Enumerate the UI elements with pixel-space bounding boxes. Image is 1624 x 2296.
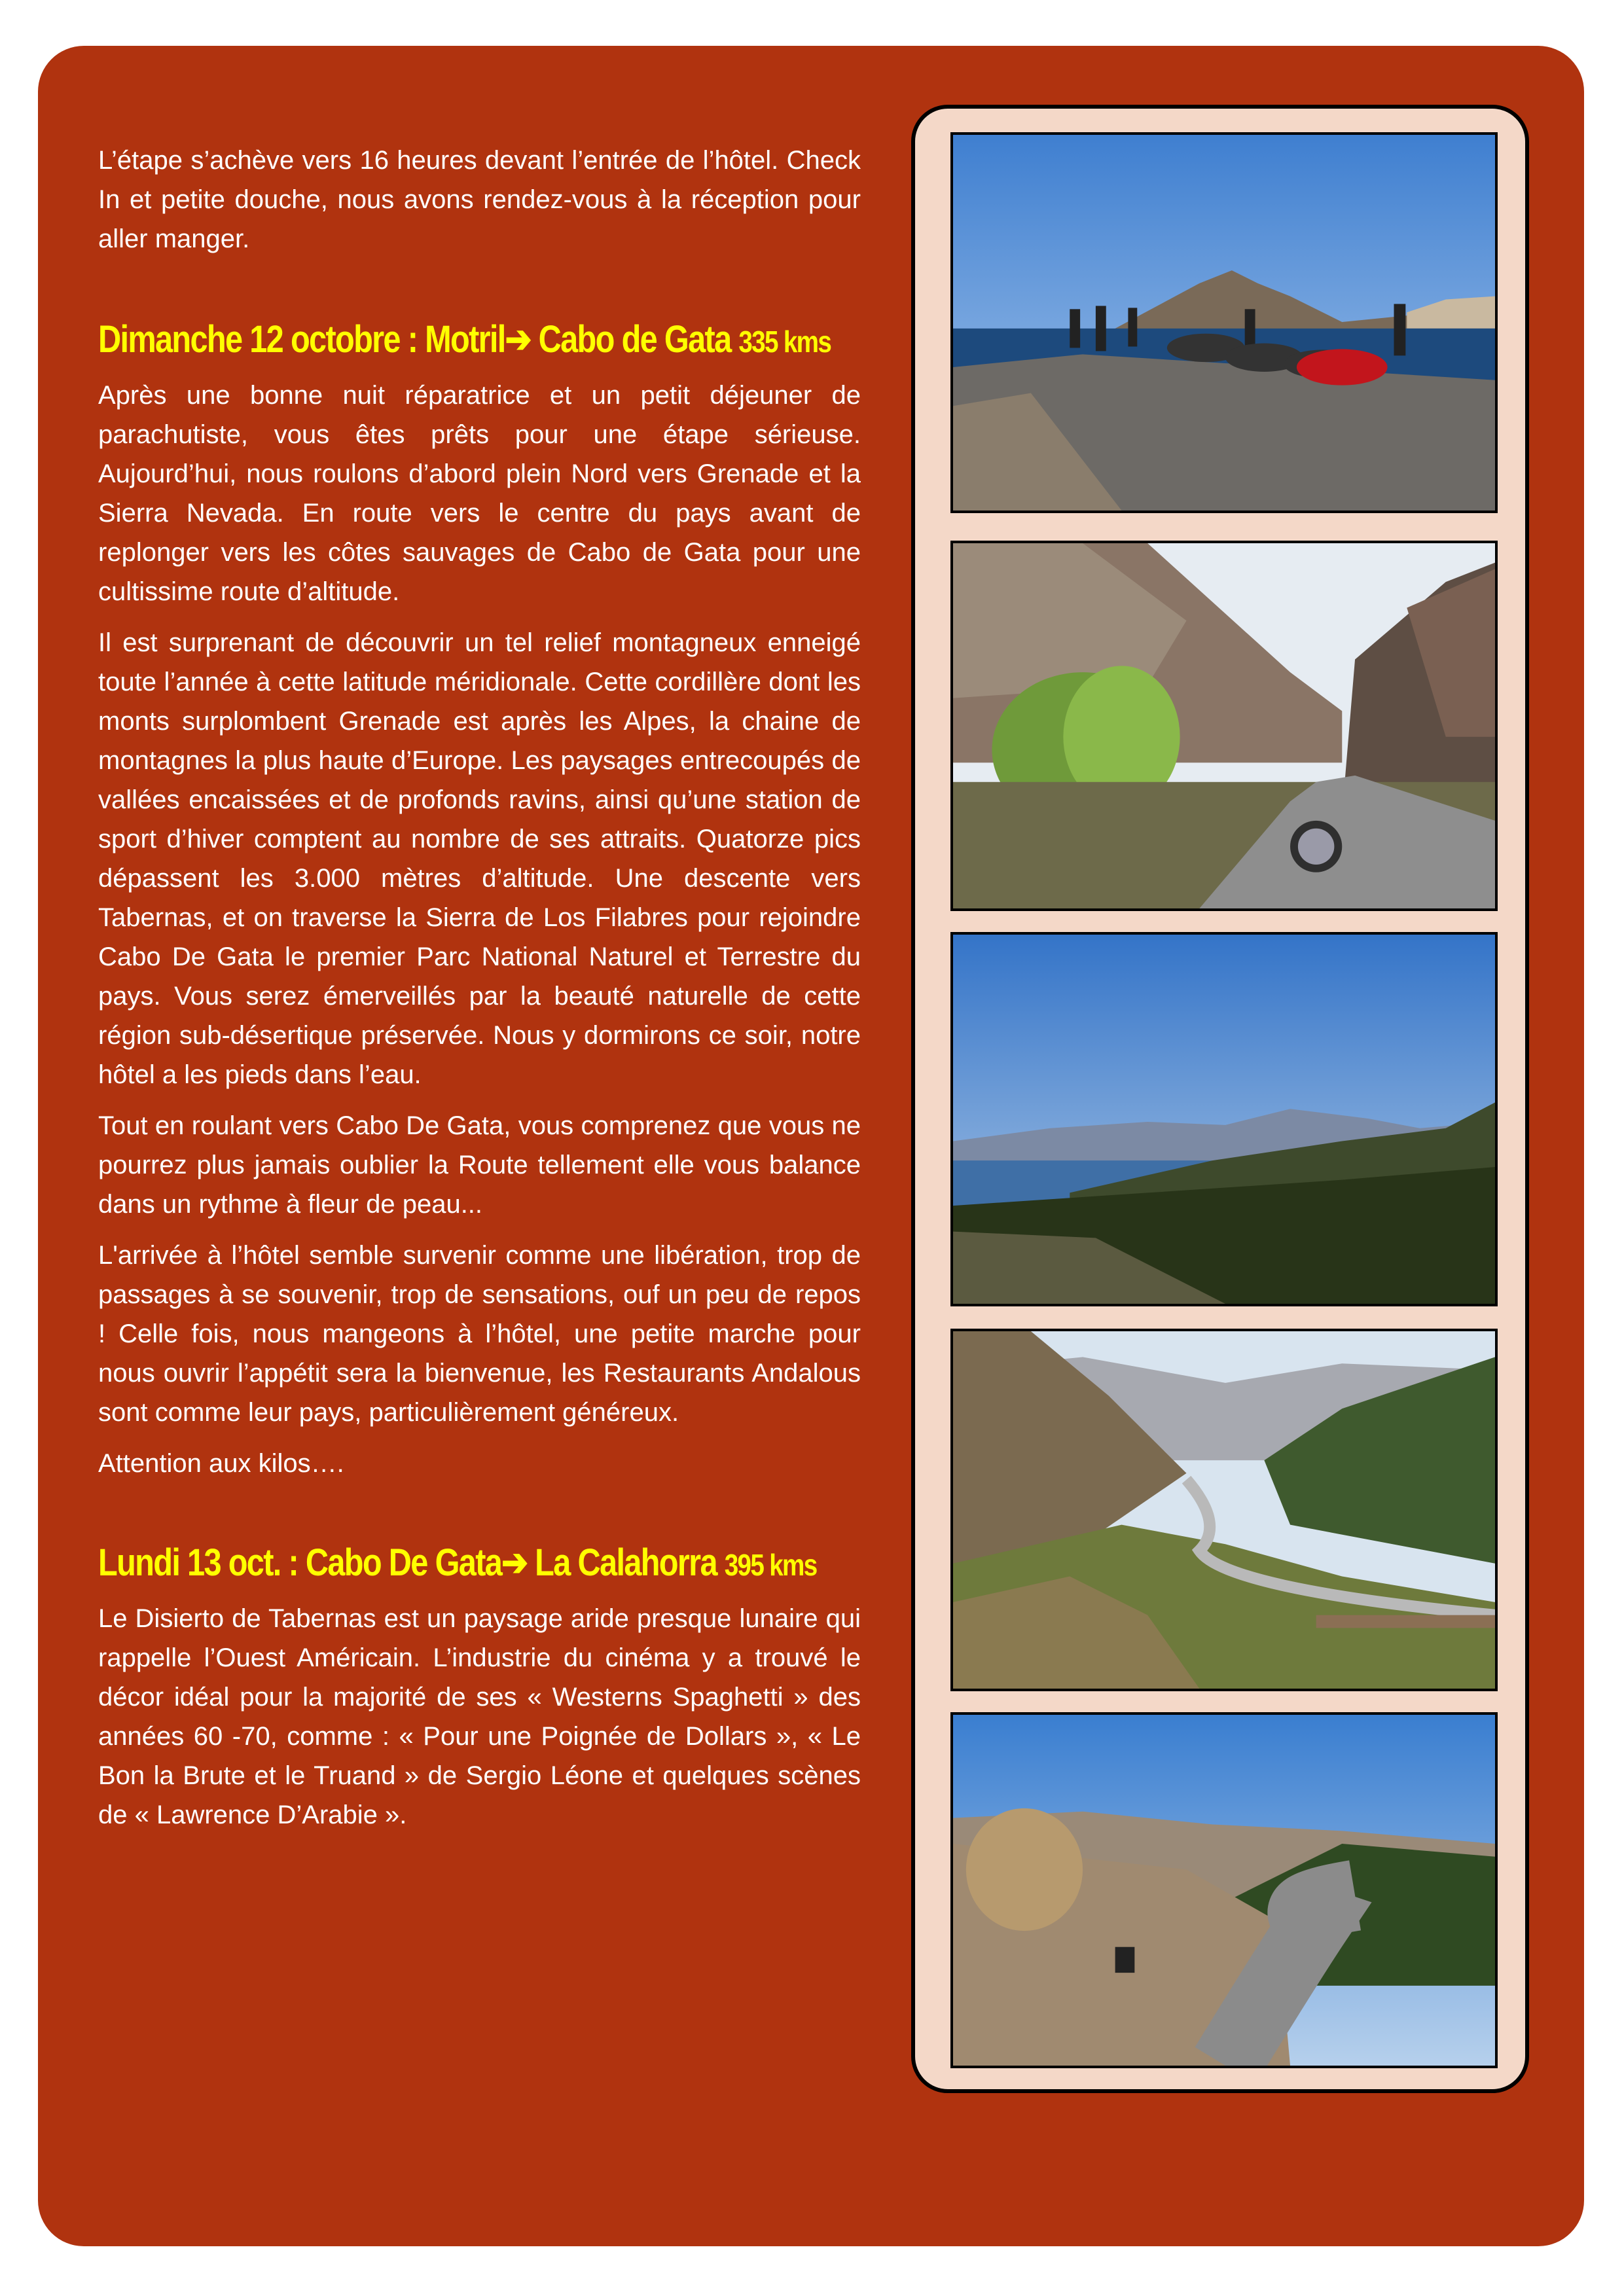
day2-paragraph-1: Le Disierto de Tabernas est un paysage aride presque lunaire qui rappelle l’Ouest Américain. L’industrie du cinéma y a trouvé le décor idéal pour la majorité de ses « Westerns Spaghetti » des années 60 -70, comme : « Pour une Poignée de Dollars », « Le Bon la Brute et le Truand » de Sergio Léone et quelques scènes de « Lawrence D’Arabie ». — [98, 1604, 861, 1829]
day1-paragraph-3: Tout en roulant vers Cabo De Gata, vous comprenez que vous ne pourrez plus jamais oublier la Route tellement elle vous balance dans un rythme à fleur de peau... — [98, 1111, 861, 1219]
photo-pier-bikers — [950, 132, 1498, 513]
text-column — [98, 141, 861, 1846]
day2-title: Lundi 13 oct. : Cabo De Gata — [98, 1541, 502, 1584]
day2-heading — [98, 1539, 817, 1588]
day1-paragraph-1: Après une bonne nuit réparatrice et un petit déjeuner de parachutiste, vous êtes prêts pour une étape sérieuse. Aujourd’hui, nous roulons d’abord plein Nord vers Grenade et la Sierra Nevada. En route vers le centre du pays avant de replonger vers les côtes sauvages de Cabo de Gata pour une cultissime route d’altitude. — [98, 381, 861, 606]
arrow-icon: ➔ — [505, 318, 531, 361]
day1-distance: 335 kms — [738, 325, 831, 359]
photo-coastline — [950, 932, 1498, 1306]
day2-distance: 395 kms — [724, 1548, 817, 1582]
day2-destination: La Calahorra — [527, 1541, 725, 1584]
day1-paragraph-5: Attention aux kilos…. — [98, 1449, 344, 1478]
photo-valley-road — [950, 1329, 1498, 1691]
arrow-icon: ➔ — [501, 1541, 528, 1584]
day1-destination: Cabo de Gata — [530, 318, 739, 361]
day1-title: Dimanche 12 octobre : Motril — [98, 318, 505, 361]
day1-paragraph-4: L'arrivée à l’hôtel semble survenir comme une libération, trop de passages à se souvenir, trop de sensations, ouf un peu de repos ! Celle fois, nous mangeons à l’hôtel, une petite marche pour nous ouvrir l’appétit sera la bienvenue, les Restaurants Andalous sont comme leur pays, particulièrement généreux. — [98, 1241, 861, 1427]
photo-gorge-road — [950, 541, 1498, 911]
intro-paragraph: L’étape s’achève vers 16 heures devant l’entrée de l’hôtel. Check In et petite douche, nous avons rendez-vous à la réception pour aller manger. — [98, 146, 861, 253]
photo-hill-road — [950, 1712, 1498, 2068]
day1-paragraph-2: Il est surprenant de découvrir un tel relief montagneux enneigé toute l’année à cette latitude méridionale. Cette cordillère dont les monts surplombent Grenade est après les Alpes, la chaine de montagnes la plus haute d’Europe. Les paysages entrecoupés de vallées encaissées et de profonds ravins, ainsi qu’une station de sport d’hiver comptent au nombre de ses attraits. Quatorze pics dépassent les 3.000 mètres d’altitude. Une descente vers Tabernas, et on traverse la Sierra de Los Filabres pour rejoindre Cabo De Gata le premier Parc National Naturel et Terrestre du pays. Vous serez émerveillés par la beauté naturelle de cette région sub-désertique préservée. Nous y dormirons ce soir, notre hôtel a les pieds dans l’eau. — [98, 628, 861, 1089]
day1-heading — [98, 316, 831, 365]
